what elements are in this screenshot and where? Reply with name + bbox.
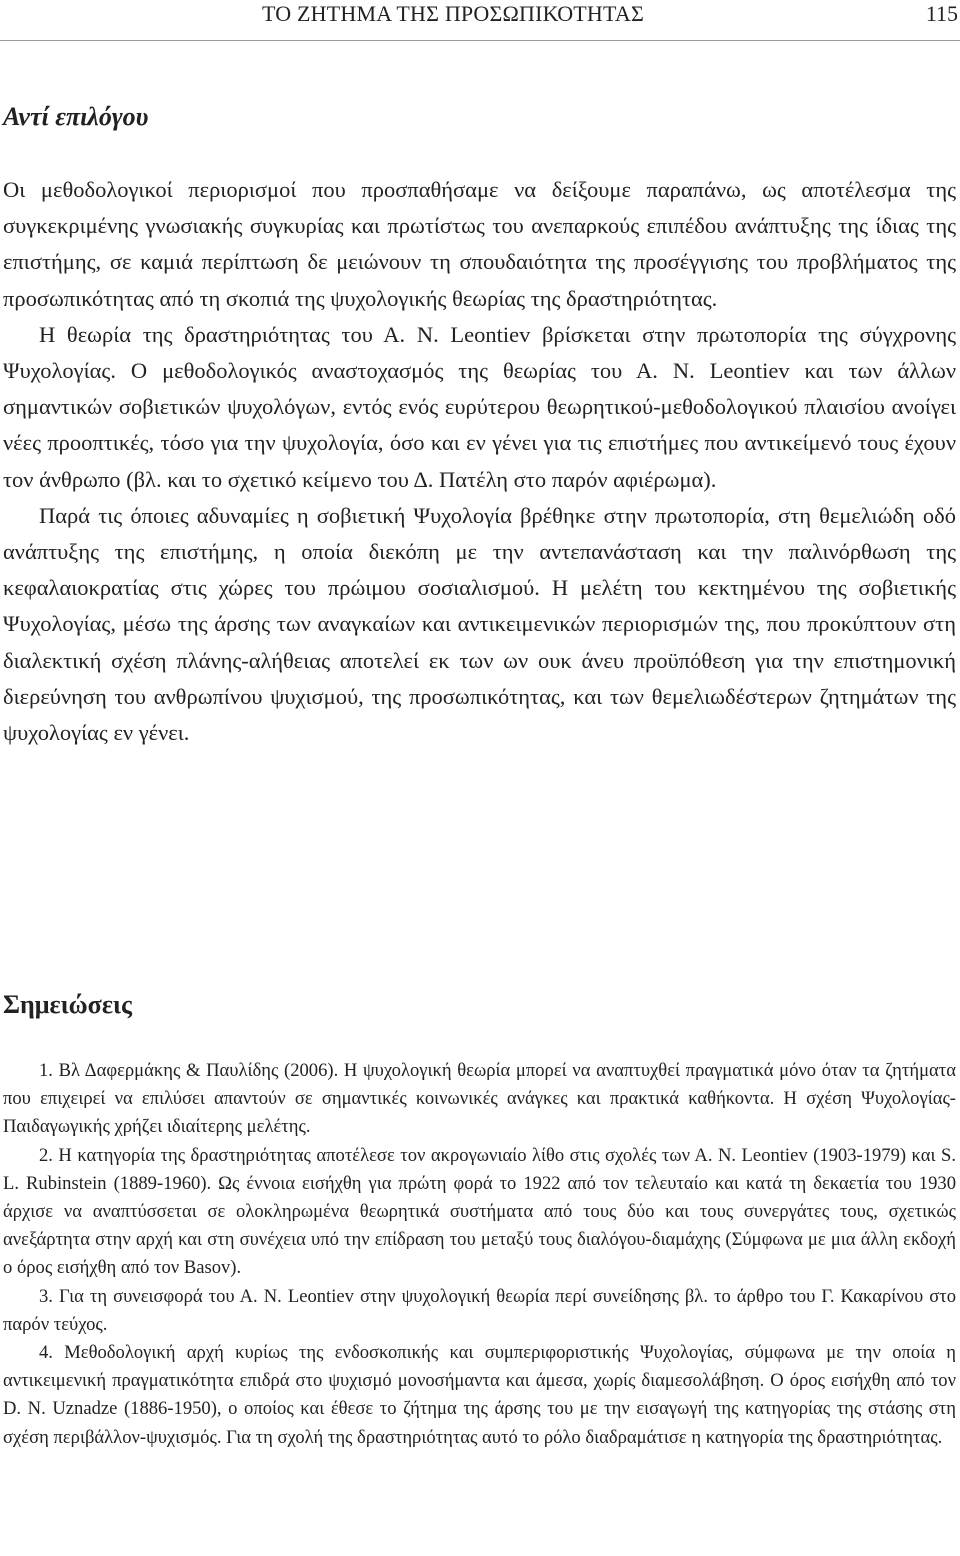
running-title: ΤΟ ΖΗΤΗΜΑ ΤΗΣ ΠΡΟΣΩΠΙΚΟΤΗΤΑΣ	[262, 1, 644, 26]
running-header	[0, 0, 960, 41]
body-paragraph-2: Η θεωρία της δραστηριότητας του Α. Ν. Leontiev βρίσκεται στην πρωτοπορία της σύγχρονης Ψυχολογίας. Ο μεθοδολογικός αναστοχασμός της θεωρίας του Α. Ν. Leontiev και των άλλων σημαντικών σοβιετικών ψυχολόγων, εντός ενός ευρύτερου θεωρητικού-μεθοδολογικού πλαισίου ανοίγει νέες προοπτικές, τόσο για την ψυχολογία, όσο και εν γένει για τις επιστήμες που αντικείμενό τους έχουν τον άνθρωπο (βλ. και το σχετικό κείμενο του Δ. Πατέλη στο παρόν αφιέρωμα).	[3, 321, 956, 492]
section-title: Αντί επιλόγου	[3, 102, 149, 131]
body-text	[3, 172, 956, 751]
notes-title: Σημειώσεις	[3, 990, 132, 1019]
body-paragraph-1: Οι μεθοδολογικοί περιορισμοί που προσπαθήσαμε να δείξουμε παραπάνω, ως αποτέλεσμα της συγκεκριμένης γνωσιακής συγκυρίας και πρωτίστως του ανεπαρκούς επιπέδου ανάπτυξης της ίδιας της επιστήμης, σε καμιά περίπτωση δε μειώνουν τη σπουδαιότητα της προσέγγισης του προβλήματος της προσωπικότητας από τη σκοπιά της ψυχολογικής θεωρίας της δραστηριότητας.	[3, 177, 956, 311]
notes-list	[3, 1057, 956, 1452]
body-paragraph-3: Παρά τις όποιες αδυναμίες η σοβιετική Ψυχολογία βρέθηκε στην πρωτοπορία, στη θεμελιώδη οδό ανάπτυξης της επιστήμης, η οποία διεκόπη με την αντεπανάσταση και την παλινόρθωση της κεφαλαιοκρατίας στις χώρες του πρώιμου σοσιαλισμού. Η μελέτη του κεκτημένου της σοβιετικής Ψυχολογίας, μέσω της άρσης των αναγκαίων και αντικειμενικών περιορισμών της, που προκύπτουν στη διαλεκτική σχέση πλάνης-αλήθειας αποτελεί εκ των ων ουκ άνευ προϋπόθεση για την επιστημονική διερεύνηση του ανθρωπίνου ψυχισμού, της προσωπικότητας, και των θεμελιωδέστερων ζητημάτων της ψυχολογίας εν γένει.	[3, 502, 956, 746]
page-number: 115	[925, 1, 958, 26]
note-item-2: 2. Η κατηγορία της δραστηριότητας αποτέλεσε τον ακρογωνιαίο λίθο στις σχολές των Α. Ν. Leontiev (1903-1979) και S. L. Rubinstein (1889-1960). Ως έννοια εισήχθη για πρώτη φορά το 1922 από τον τελευταίο και κατά τη δεκαετία του 1930 άρχισε να αναπτύσσεται σε ολοκληρωμένα θεωρητικά συστήματα από τους δύο και τους συνεργάτες τους, σχετικώς ανεξάρτητα στην αρχή και στη συνέχεια υπό την επίδραση του μεταξύ τους διαλόγου-διαμάχης (Σύμφωνα με μια άλλη εκδοχή ο όρος εισήχθη από τον Basov).	[3, 1144, 956, 1279]
note-item-4: 4. Μεθοδολογική αρχή κυρίως της ενδοσκοπικής και συμπεριφοριστικής Ψυχολογίας, σύμφωνα με την οποία η αντικειμενική πραγματικότητα επιδρά στο ψυχισμό μονοσήμαντα και άμεσα, χωρίς διαμεσολάβηση. Ο όρος εισήχθη από τον D. N. Uznadze (1886-1950), ο οποίος και έθεσε το ζήτημα της άρσης του με την εισαγωγή της κατηγορίας της στάσης στη σχέση περιβάλλον-ψυχισμός. Για τη σχολή της δραστηριότητας αυτό το ρόλο διαδραμάτισε η κατηγορία της δραστηριότητας.	[3, 1342, 956, 1448]
note-item-3: 3. Για τη συνεισφορά του Α. Ν. Leontiev στην ψυχολογική θεωρία περί συνείδησης βλ. το άρθρο του Γ. Κακαρίνου στο παρόν τεύχος.	[3, 1285, 956, 1335]
note-item-1: 1. Βλ Δαφερμάκης & Παυλίδης (2006). Η ψυχολογική θεωρία μπορεί να αναπτυχθεί πραγματικά μόνο όταν τα ζητήματα που επιχειρεί να επιλύσει απαντούν σε σημαντικές κοινωνικές ανάγκες και πρακτικά καθήκοντα. Η σχέση Ψυχολογίας-Παιδαγωγικής χρήζει ιδιαίτερης μελέτης.	[3, 1060, 956, 1138]
